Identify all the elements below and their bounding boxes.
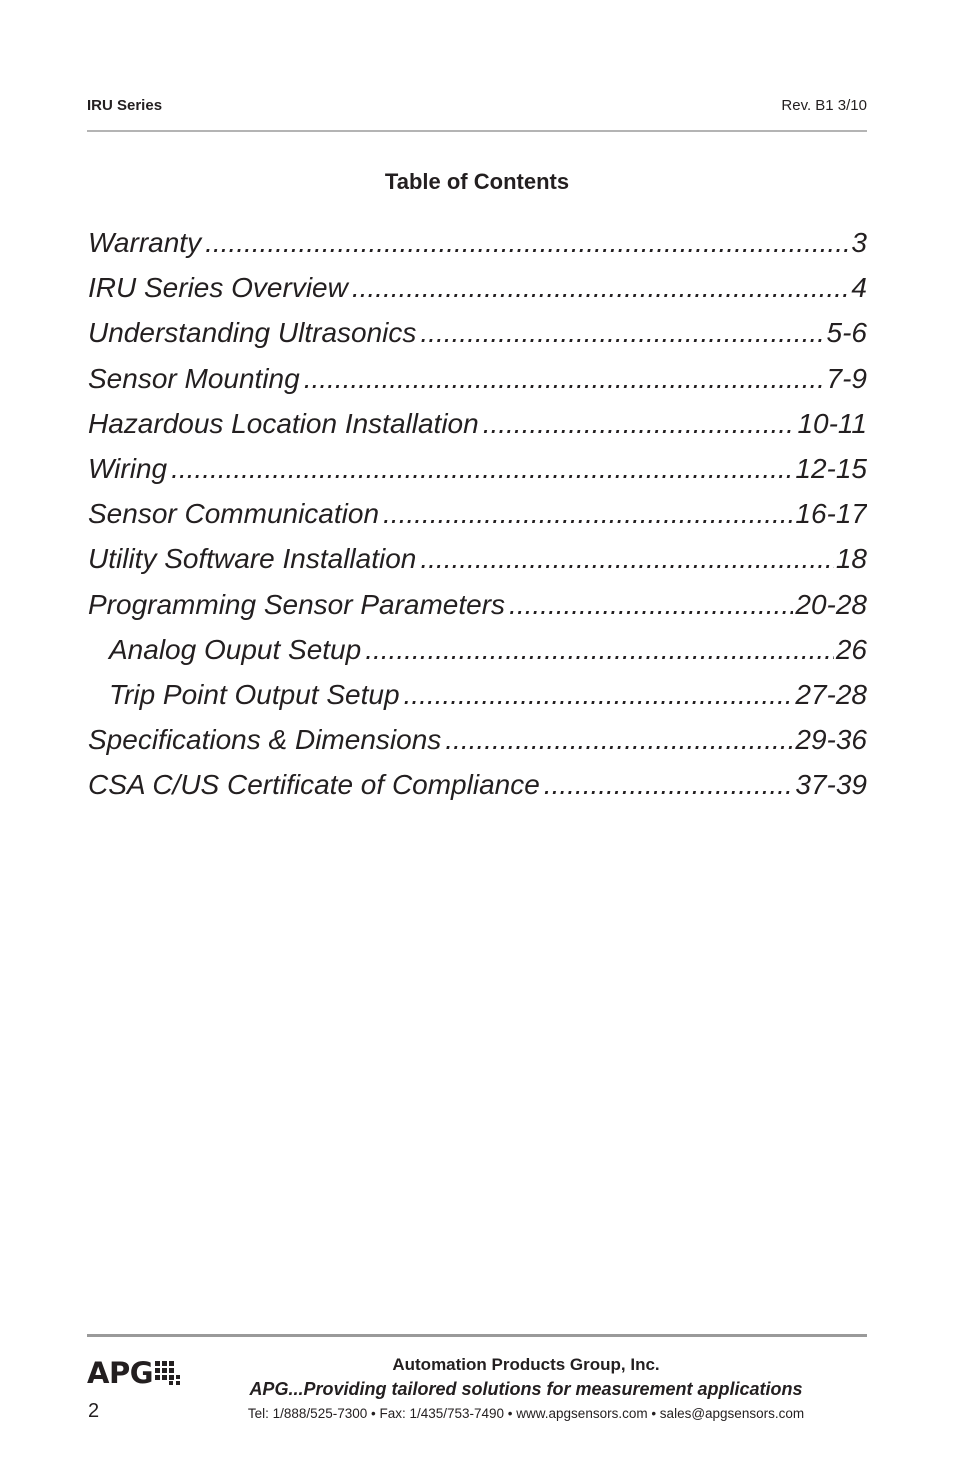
toc-entry-page: 37-39: [795, 769, 867, 801]
toc-entry-page: 29-36: [795, 724, 867, 756]
logo-text: APG: [87, 1356, 154, 1390]
toc-entry-label: Warranty: [88, 227, 202, 258]
toc-entry-label: Utility Software Installation: [88, 543, 417, 575]
toc-entry-page: 4: [851, 272, 867, 304]
header-revision: Rev. B1 3/10: [781, 97, 867, 114]
toc-dot-leader: [445, 721, 793, 759]
toc-dot-leader: [171, 450, 793, 488]
toc-dot-leader: [304, 360, 825, 398]
toc-dot-leader: [205, 224, 849, 262]
toc-dot-leader: [365, 631, 834, 669]
toc-entry-label: Specifications & Dimensions: [88, 724, 442, 756]
toc-dot-leader: [420, 314, 824, 352]
toc-entry-page: 7-9: [826, 362, 867, 394]
toc-list: [88, 224, 867, 811]
header-series: IRU Series: [87, 97, 163, 114]
toc-entry-label: IRU Series Overview: [88, 272, 348, 304]
footer-divider: [87, 1334, 867, 1337]
toc-entry-page: 26: [835, 633, 867, 665]
footer-company: Automation Products Group, Inc.: [392, 1355, 660, 1374]
logo-grid-icon: [155, 1361, 181, 1385]
toc-dot-leader: [383, 495, 793, 533]
toc-entry-page: 27-28: [795, 678, 867, 710]
toc-entry: [88, 269, 867, 314]
page-number: 2: [88, 1400, 100, 1422]
toc-entry: [88, 360, 867, 405]
page-header: [87, 97, 867, 117]
toc-entry-label: CSA C/US Certificate of Compliance: [88, 769, 540, 801]
toc-entry-page: 20-28: [795, 588, 867, 620]
toc-entry: [88, 766, 867, 811]
toc-entry-page: 16-17: [795, 498, 867, 530]
toc-dot-leader: [420, 540, 833, 578]
toc-entry-label: Analog Ouput Setup: [109, 633, 362, 665]
toc-entry-label: Hazardous Location Installation: [88, 407, 479, 439]
toc-entry: [88, 314, 867, 359]
toc-dot-leader: [509, 586, 793, 624]
footer-contact: Tel: 1/888/525-7300 • Fax: 1/435/753-7490 • www.apgsensors.com • sales@apgsensors.com: [247, 1406, 805, 1421]
toc-entry-page: 3: [851, 227, 867, 258]
toc-entry-label: Programming Sensor Parameters: [88, 588, 506, 620]
toc-entry-label: Wiring: [88, 452, 168, 484]
toc-entry: [88, 224, 867, 269]
toc-dot-leader: [352, 269, 850, 307]
toc-entry: [88, 676, 867, 721]
toc-entry: [88, 450, 867, 495]
toc-dot-leader: [404, 676, 794, 714]
toc-entry-page: 5-6: [826, 317, 867, 349]
toc-entry: [88, 405, 867, 450]
toc-dot-leader: [483, 405, 796, 443]
toc-entry-label: Sensor Communication: [88, 498, 380, 530]
toc-entry-label: Trip Point Output Setup: [109, 678, 400, 710]
toc-entry: [88, 721, 867, 766]
toc-entry: [88, 631, 867, 676]
toc-entry: [88, 586, 867, 631]
toc-entry-label: Understanding Ultrasonics: [88, 317, 417, 349]
toc-entry-page: 10-11: [797, 407, 867, 439]
toc-entry: [88, 540, 867, 585]
toc-entry: [88, 495, 867, 540]
apg-logo: [87, 1356, 181, 1390]
footer-tagline: APG...Providing tailored solutions for measurement applications: [249, 1379, 803, 1399]
toc-dot-leader: [544, 766, 794, 804]
toc-entry-page: 18: [835, 543, 867, 575]
header-divider: [87, 130, 867, 132]
toc-title: Table of Contents: [384, 169, 570, 194]
toc-entry-label: Sensor Mounting: [88, 362, 300, 394]
toc-entry-page: 12-15: [795, 452, 867, 484]
